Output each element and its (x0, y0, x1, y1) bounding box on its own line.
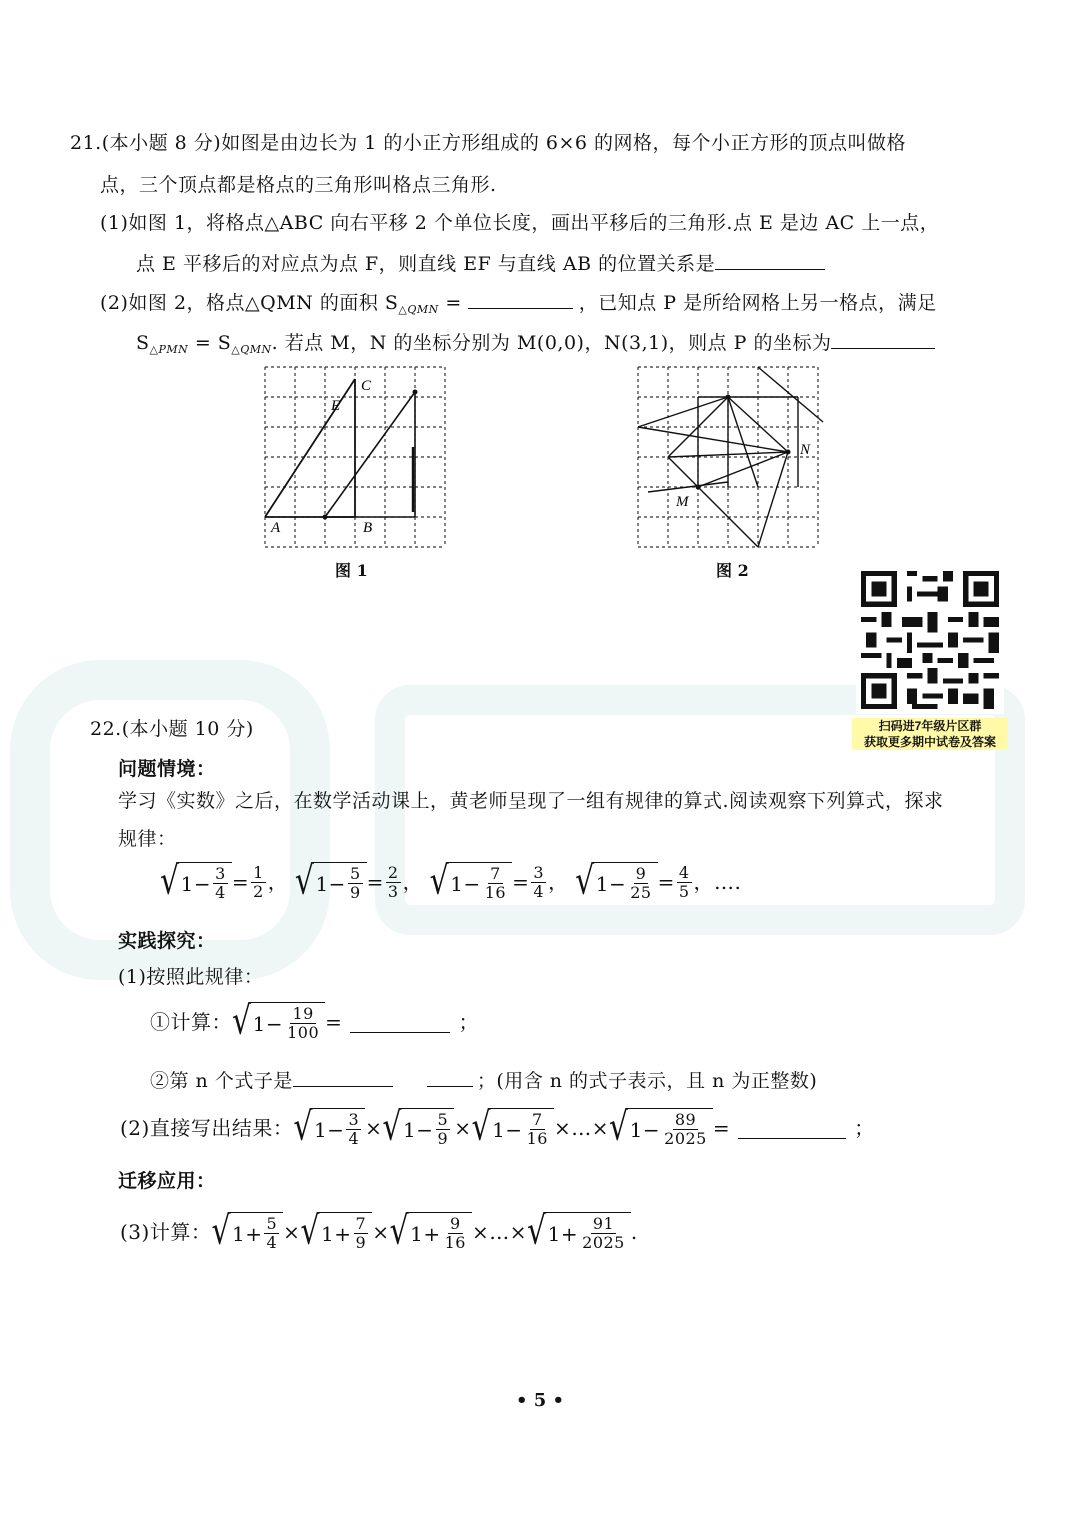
q21-part2-s: S (136, 332, 150, 354)
label-n: N (800, 442, 811, 458)
answer-blank-calc[interactable] (350, 1012, 450, 1033)
q21-intro-line2: 点，三个顶点都是格点的三角形叫格点三角形. (100, 174, 497, 196)
part2-label: (2)直接写出结果： (120, 1116, 294, 1140)
area-subscript-pmn: △PMN (149, 343, 189, 356)
point-m-marker (696, 485, 701, 490)
pattern-formula-3: √ 1 − $\frac{7}{16}$ = $\frac{3}{4}$ ， (429, 858, 569, 905)
nth-note: ；(用含 n 的式子表示，且 n 为正整数) (476, 1070, 818, 1092)
qr-caption (852, 718, 1008, 750)
point-marker (413, 390, 418, 395)
q22-practice-label: 实践探究： (118, 930, 216, 952)
q21-part2-eq: = (438, 292, 462, 314)
label-e: E (331, 398, 341, 414)
q22-part1-calc: ①计算： √ 1 − $\frac{19}{100}$ = ； (150, 998, 479, 1045)
label-a: A (271, 520, 281, 536)
figure-1-caption: 图 1 (335, 561, 368, 580)
q22-pattern-formulas (160, 858, 742, 912)
label-b: B (363, 520, 373, 536)
area-subscript-qmn: △QMN (398, 303, 439, 316)
q21-part1-line1: (1)如图 1，将格点△ABC 向右平移 2 个单位长度，画出平移后的三角形.点 E 是边 AC 上一点， (100, 212, 940, 234)
q22-part2: (2)直接写出结果： √ 1 − $\frac{3}{4}$ × √ 1 − $\frac{5}{9}$ × √ 1 − $\frac{7}{16}$ × … × √ 1 − $\frac{89}{2025}$ = ； (120, 1104, 875, 1151)
qr-caption-line2: 获取更多期中试卷及答案 (863, 735, 996, 749)
q22-part1-label: (1)按照此规律： (118, 966, 264, 988)
point-n-marker (786, 450, 791, 455)
area-subscript-qmn-2: △QMN (231, 343, 272, 356)
q21-part1-text: 点 E 平移后的对应点为点 F，则直线 EF 与直线 AB 的位置关系是 (136, 253, 716, 275)
point-q-marker (726, 395, 731, 400)
answer-blank-nth-right[interactable] (427, 1066, 473, 1087)
figure-1-grid (255, 362, 455, 554)
q21-part2-eq2: = S (188, 332, 232, 354)
label-m: M (676, 494, 689, 510)
answer-blank-point-p[interactable] (831, 328, 935, 349)
answer-blank-ef-ab[interactable] (715, 249, 825, 270)
answer-blank-nth-left[interactable] (293, 1066, 393, 1087)
page-number: • 5 • (515, 1390, 565, 1411)
pattern-formula-4: √ 1 − $\frac{9}{25}$ = $\frac{4}{5}$ ，…. (575, 858, 742, 905)
label-c: C (361, 378, 372, 394)
qr-caption-line1: 扫码进7年级片区群 (878, 719, 982, 733)
q22-transfer-label: 迁移应用： (118, 1170, 216, 1192)
qr-code[interactable] (856, 566, 1004, 714)
q21-part1-line2 (136, 249, 825, 277)
q22-situation-line2: 规律： (118, 828, 177, 850)
q22-title: 22.(本小题 10 分) (90, 718, 254, 740)
answer-blank-area[interactable] (468, 288, 573, 309)
point-marker (323, 515, 328, 520)
q22-part3: (3)计算： √ 1 + $\frac{5}{4}$ × √ 1 + $\frac{7}{9}$ × √ 1 + $\frac{9}{16}$ × … × √ 1 + $\frac{91}{2025}$ . (120, 1208, 638, 1255)
q22-situation-label: 问题情境： (118, 758, 216, 780)
q21-part2-text-a: (2)如图 2，格点△QMN 的面积 S (100, 292, 399, 314)
figure-2-caption: 图 2 (716, 561, 749, 580)
q21-part2-text-c: ，已知点 P 是所给网格上另一格点，满足 (578, 292, 937, 314)
pattern-formula-1: √ 1 − $\frac{3}{4}$ = $\frac{1}{2}$ ， (160, 858, 289, 905)
answer-blank-part2[interactable] (738, 1118, 846, 1139)
q21-part2-text-d: . 若点 M，N 的坐标分别为 M(0,0)，N(3,1)，则点 P 的坐标为 (271, 332, 832, 354)
q21-part2-line2 (136, 328, 935, 363)
q22-situation-line1: 学习《实数》之后，在数学活动课上，黄老师呈现了一组有规律的算式.阅读观察下列算式，探求 (118, 790, 944, 812)
q21-intro-line1: 21.(本小题 8 分)如图是由边长为 1 的小正方形组成的 6×6 的网格，每个小正方形的顶点叫做格 (70, 132, 907, 154)
calc-label: ①计算： (150, 1010, 232, 1034)
q21-part2-line1 (100, 288, 937, 323)
nth-label: ②第 n 个式子是 (150, 1070, 293, 1092)
q22-part1-nth (150, 1066, 817, 1094)
triangle-abc (265, 379, 355, 517)
part3-label: (3)计算： (120, 1220, 212, 1244)
pattern-formula-2: √ 1 − $\frac{5}{9}$ = $\frac{2}{3}$ ， (294, 858, 424, 905)
figure-2-grid (628, 362, 833, 554)
